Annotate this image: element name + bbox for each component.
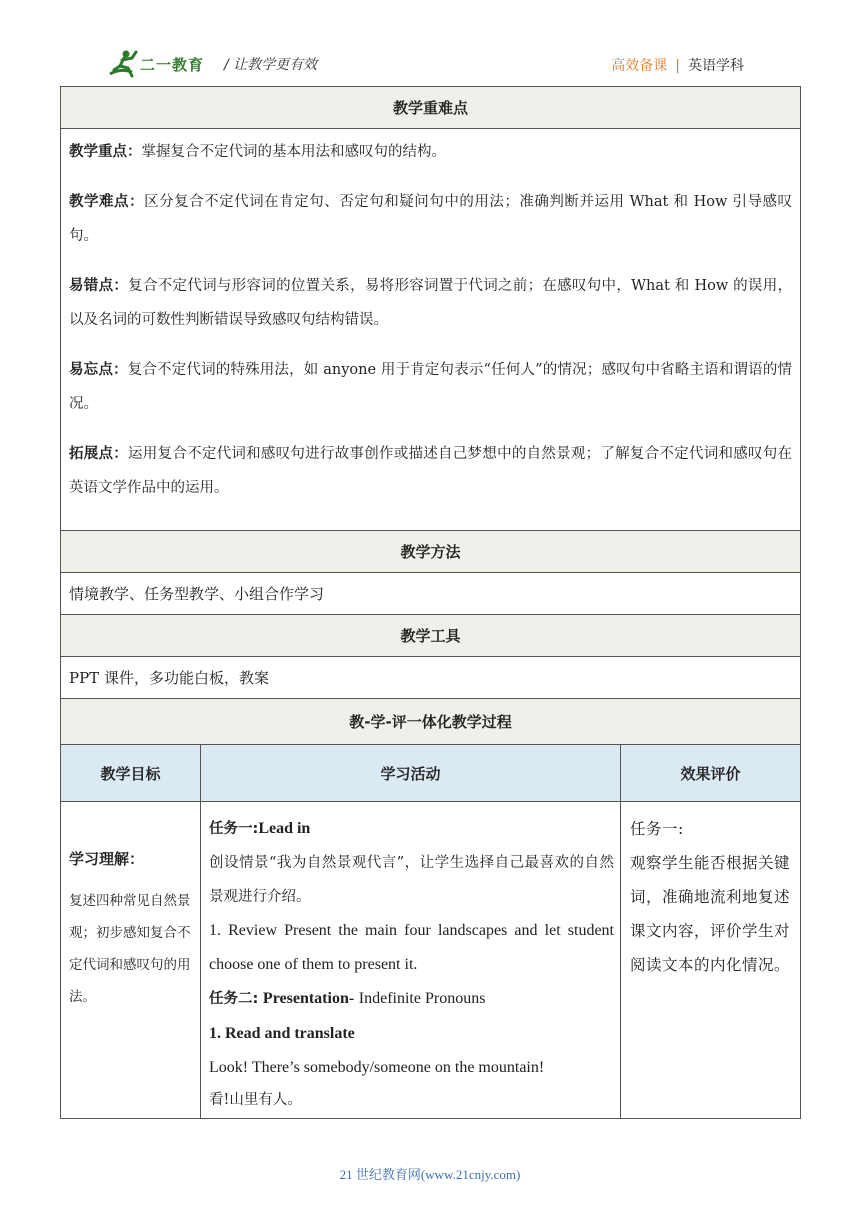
task2-heading: 任务二: Presentation- Indefinite Pronouns [209,989,486,1007]
step-title: 1. Read and translate [209,1024,355,1042]
key-points-body [61,129,801,531]
page-header [0,0,860,86]
brand-label: 高效备课 [611,58,668,74]
logo-text: 二一教育 [140,56,205,74]
key-points-heading: 教学重难点 [61,87,801,129]
header-right [611,55,744,75]
task1-english: 1. Review Present the main four landscapes and let student choose one of them to present it. [209,922,614,974]
subject-label: 英语学科 [688,58,744,74]
key-point-item: 教学难点：区分复合不定代词在肯定句、否定句和疑问句中的用法；准确判断并运用 What 和 How 引导感叹句。 [69,194,793,244]
objective-description: 复述四种常见自然景观；初步感知复合不定代词和感叹句的用法。 [69,893,191,1005]
header-separator: | [675,58,680,74]
task1-heading: 任务一:Lead in [209,820,311,837]
tools-heading: 教学工具 [61,615,801,657]
key-point-item: 易忘点：复合不定代词的特殊用法，如 anyone 用于肯定句表示“任何人”的情况；感叹句中省略主语和谓语的情况。 [69,362,793,412]
evaluation-label: 任务一: [630,820,684,838]
methods-heading: 教学方法 [61,531,801,573]
column-header-activity: 学习活动 [201,745,621,802]
process-heading: 教-学-评一体化教学过程 [61,699,801,745]
example-chinese: 看!山里有人。 [209,1092,302,1109]
activity-cell [201,802,621,1119]
evaluation-cell [621,802,801,1119]
task1-description: 创设情景“我为自然景观代言”，让学生选择自己最喜欢的自然景观进行介绍。 [209,854,614,905]
footer-link[interactable]: 21 世纪教育网(www.21cnjy.com) [339,1167,521,1182]
evaluation-text: 观察学生能否根据关键词，准确地流利地复述课文内容，评价学生对阅读文本的内化情况。 [630,854,791,974]
tools-text: PPT 课件，多功能白板，教案 [61,657,801,699]
column-header-objective: 教学目标 [61,745,201,802]
column-header-evaluation: 效果评价 [621,745,801,802]
lesson-plan-table [60,86,801,1119]
slogan: / 让教学更有效 [224,57,318,73]
example-english: Look! There’s somebody/someone on the mountain! [209,1058,545,1076]
key-point-item: 教学重点：掌握复合不定代词的基本用法和感叹句的结构。 [69,144,446,160]
key-point-item: 易错点：复合不定代词与形容词的位置关系，易将形容词置于代词之前；在感叹句中，What 和 How 的误用，以及名词的可数性判断错误导致感叹句结构错误。 [69,278,793,328]
key-point-item: 拓展点：运用复合不定代词和感叹句进行故事创作或描述自己梦想中的自然景观；了解复合不定代词和感叹句在英语文学作品中的运用。 [69,446,793,496]
methods-text: 情境教学、任务型教学、小组合作学习 [61,573,801,615]
objective-title: 学习理解： [69,850,145,868]
objective-cell [61,802,201,1119]
